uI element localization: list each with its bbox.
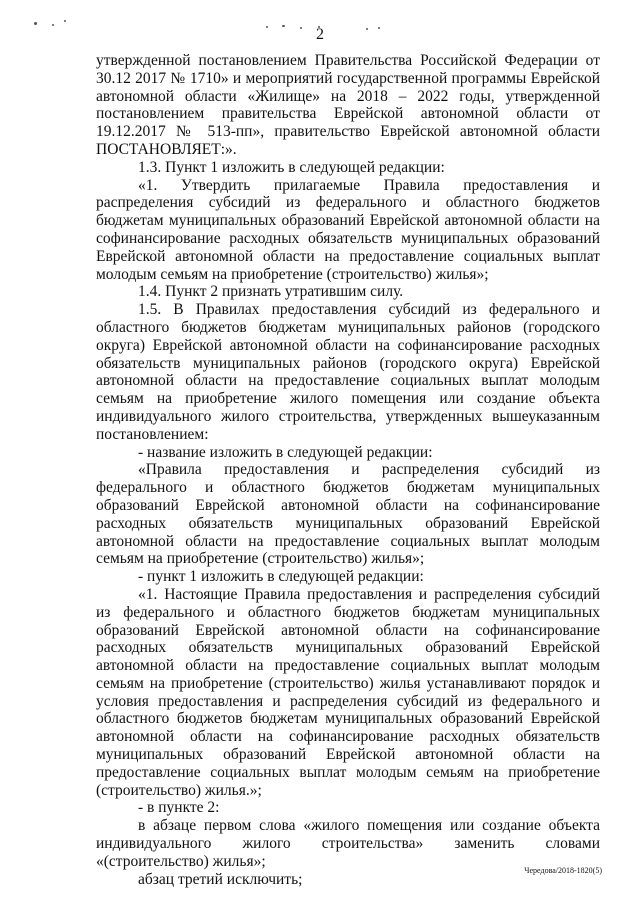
paragraph-title-quote: «Правила предоставления и распределения субсидий из федерального и областного бюджетов бюджетам муниципальных образований Еврейской автономной области на софинансирование расходных обязательств муниципальных образований Еврейской автономной области на предоставление социальных выплат молодым семьям на приобретение (строительство) жилья»; (96, 461, 600, 568)
paragraph-item-1-3: 1.3. Пункт 1 изложить в следующей редакции: (138, 158, 445, 176)
paragraph-title-change: - название изложить в следующей редакции: (138, 443, 433, 461)
scan-speck (34, 22, 37, 25)
paragraph-item-1-5: 1.5. В Правилах предоставления субсидий из федерального и областного бюджетов бюджетам муниципальных районов (городского округа) Еврейской автономной области на софинансирование расходных обязательств муниципальных районов (городского округа) Еврейской автономной области на предоставление социальных выплат молодым семьям на приобретение жилого помещения или создание объекта индивидуального жилого строительства, утвержденных вышеуказанным постановлением: (96, 301, 600, 443)
paragraph-point-2: - в пункте 2: (138, 799, 220, 817)
paragraph-point-1-quote: «1. Настоящие Правила предоставления и распределения субсидий из федерального и областного бюджетов бюджетам муниципальных образований Еврейской автономной области на софинансирование расходных обязательств муниципальных образований Еврейской автономной области на предоставление социальных выплат молодым семьям на приобретение (строительство) жилья устанавливают порядок и условия предоставления и распределения субсидий из федерального и областного бюджетов бюджетам муниципальных образований Еврейской автономной области на софинансирование расходных обязательств муниципальных образований Еврейской автономной области на предоставление социальных выплат молодым семьям на приобретение (строительство) жилья.»; (96, 585, 600, 799)
page-number: 2 (316, 26, 324, 43)
paragraph-point-2-abzac-1: в абзаце первом слова «жилого помещения или создание объекта индивидуального жилого строительства» заменить словами «(строительство) жилья»; (96, 817, 600, 870)
paragraph-point-1-change: - пункт 1 изложить в следующей редакции: (138, 568, 424, 586)
paragraph-quote-1: «1. Утвердить прилагаемые Правила предоставления и распределения субсидий из федерального и областного бюджетов бюджетам муниципальных образований Еврейской автономной области на софинансирование расходных обязательств муниципальных образований Еврейской автономной области на предоставление социальных выплат молодым семьям на приобретение (строительство) жилья»; (96, 176, 600, 283)
scan-speck (64, 20, 66, 22)
paragraph-item-1-4: 1.4. Пункт 2 признать утратившим силу. (138, 283, 404, 301)
document-body (96, 52, 600, 888)
document-registration-code: Чередова/2018-1820(5) (524, 866, 602, 875)
paragraph-point-2-abzac-3: абзац третий исключить; (138, 870, 303, 888)
paragraph-continuation: утвержденной постановлением Правительства Российской Федерации от 30.12 2017 № 1710» и мероприятий государственной программы Еврейской автономной области «Жилище» на 2018 – 2022 годы, утвержденной постановлением правительства Еврейской автономной области от 19.12.2017 № 513-пп», правительство Еврейской автономной области ПОСТАНОВЛЯЕТ:». (96, 52, 600, 158)
